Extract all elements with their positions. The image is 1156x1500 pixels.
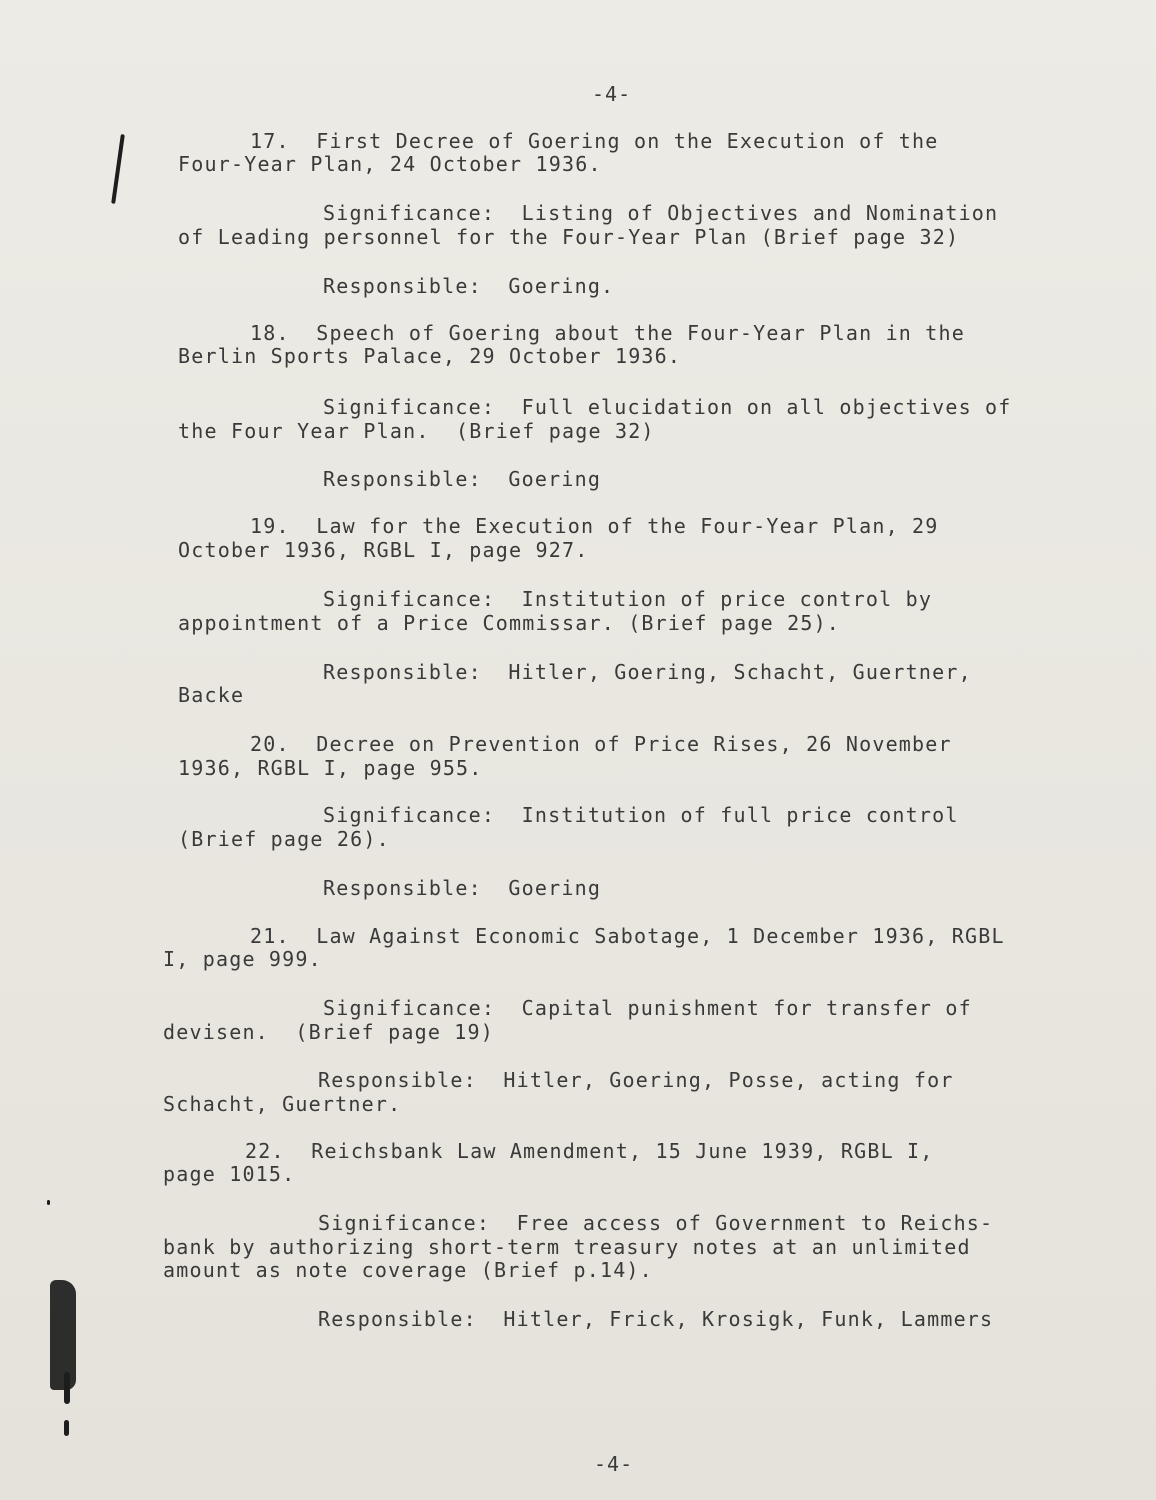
item-17-title-line2: Four-Year Plan, 24 October 1936. [178, 152, 602, 176]
item-17-title-line1: 17. First Decree of Goering on the Execution of the [250, 129, 939, 153]
item-21-title-line1: 21. Law Against Economic Sabotage, 1 December 1936, RGBL [250, 924, 1005, 948]
page-number-header: -4- [592, 82, 632, 106]
scan-speck [64, 1372, 70, 1404]
scan-speck-2 [64, 1420, 69, 1436]
item-21-title-line2: I, page 999. [163, 947, 322, 971]
item-22-significance-line2: bank by authorizing short-term treasury notes at an unlimited [163, 1235, 971, 1259]
item-20-title-line2: 1936, RGBL I, page 955. [178, 756, 483, 780]
item-19-significance-line2: appointment of a Price Commissar. (Brief page 25). [178, 611, 841, 635]
item-21-responsible-line2: Schacht, Guertner. [163, 1092, 402, 1116]
item-18-title-line1: 18. Speech of Goering about the Four-Year Plan in the [250, 321, 966, 345]
item-19-title-line1: 19. Law for the Execution of the Four-Year Plan, 29 [250, 514, 939, 538]
item-22-title-line2: page 1015. [163, 1162, 296, 1186]
item-20-significance-line1: Significance: Institution of full price control [323, 803, 959, 827]
scan-damage-mark [50, 1280, 76, 1390]
item-22-significance-line3: amount as note coverage (Brief p.14). [163, 1258, 653, 1282]
margin-ink-stroke [111, 134, 125, 204]
item-18-significance-line1: Significance: Full elucidation on all objectives of [323, 395, 1012, 419]
item-17-significance-line1: Significance: Listing of Objectives and Nomination [323, 201, 999, 225]
item-18-responsible: Responsible: Goering [323, 467, 602, 491]
page-number-footer: -4- [594, 1452, 634, 1476]
item-18-title-line2: Berlin Sports Palace, 29 October 1936. [178, 344, 682, 368]
item-19-title-line2: October 1936, RGBL I, page 927. [178, 538, 589, 562]
item-18-significance-line2: the Four Year Plan. (Brief page 32) [178, 419, 655, 443]
item-21-significance-line1: Significance: Capital punishment for transfer of [323, 996, 972, 1020]
item-20-responsible: Responsible: Goering [323, 876, 602, 900]
item-22-title-line1: 22. Reichsbank Law Amendment, 15 June 1939, RGBL I, [245, 1139, 934, 1163]
item-22-significance-line1: Significance: Free access of Government to Reichs- [318, 1211, 994, 1235]
item-20-title-line1: 20. Decree on Prevention of Price Rises, 26 November [250, 732, 952, 756]
item-19-significance-line1: Significance: Institution of price control by [323, 587, 933, 611]
item-19-responsible-line2: Backe [178, 683, 245, 707]
item-22-responsible: Responsible: Hitler, Frick, Krosigk, Funk, Lammers [318, 1307, 994, 1331]
item-19-responsible-line1: Responsible: Hitler, Goering, Schacht, Guertner, [323, 660, 972, 684]
item-17-responsible: Responsible: Goering. [323, 274, 615, 298]
item-21-significance-line2: devisen. (Brief page 19) [163, 1020, 495, 1044]
item-17-significance-line2: of Leading personnel for the Four-Year Plan (Brief page 32) [178, 225, 960, 249]
scan-dot [47, 1200, 50, 1205]
item-20-significance-line2: (Brief page 26). [178, 827, 390, 851]
item-21-responsible-line1: Responsible: Hitler, Goering, Posse, acting for [318, 1068, 954, 1092]
